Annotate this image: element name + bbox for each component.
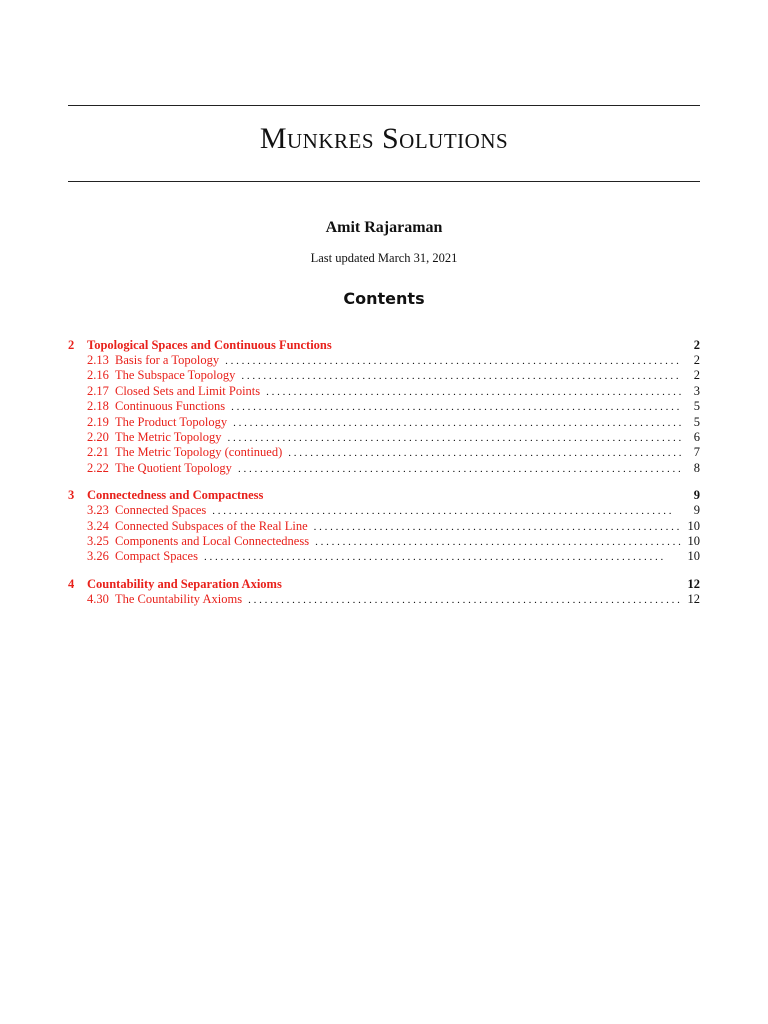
chapter-page: 2	[693, 338, 700, 352]
toc-section-link[interactable]	[68, 534, 700, 549]
section-number: 2.20	[87, 429, 109, 444]
chapter-number: 2	[68, 338, 75, 352]
section-page: 5	[693, 399, 700, 414]
dot-leader	[314, 520, 682, 535]
chapter-number: 3	[68, 488, 75, 503]
section-title: The Subspace Topology	[115, 368, 236, 383]
dot-leader	[233, 416, 682, 431]
section-page: 2	[693, 353, 700, 367]
section-title: Components and Local Connectedness	[115, 533, 310, 548]
toc-chapter-link[interactable]	[68, 337, 700, 353]
toc-section-link[interactable]	[68, 353, 700, 368]
section-title: The Metric Topology	[115, 429, 222, 444]
section-page: 10	[687, 549, 700, 564]
dot-leader	[231, 400, 682, 415]
section-number: 2.22	[87, 460, 109, 475]
section-page: 12	[687, 591, 700, 606]
toc-section-link[interactable]	[68, 549, 700, 564]
toc-section-link[interactable]	[68, 430, 700, 445]
section-title: Connected Spaces	[115, 503, 207, 518]
dot-leader	[288, 446, 682, 461]
chapter-page: 12	[687, 576, 700, 591]
section-number: 2.16	[87, 368, 109, 383]
section-page: 8	[693, 460, 700, 475]
toc-section-link[interactable]	[68, 415, 700, 430]
section-page: 5	[693, 414, 700, 429]
section-title: The Quotient Topology	[115, 460, 232, 475]
dot-leader	[204, 550, 682, 565]
toc-section-link[interactable]	[68, 592, 700, 607]
section-page: 2	[693, 368, 700, 383]
author-name: Amit Rajaraman	[325, 219, 443, 236]
section-page: 7	[693, 445, 700, 460]
section-title: The Countability Axioms	[115, 591, 243, 606]
dot-leader	[212, 504, 682, 519]
section-page: 10	[687, 518, 700, 533]
chapter-title: Topological Spaces and Continuous Functions	[87, 338, 332, 352]
title-rule-top	[68, 105, 700, 106]
toc-chapter-link[interactable]	[68, 576, 700, 592]
section-number: 3.23	[87, 503, 109, 518]
dot-leader	[225, 354, 682, 369]
title-rule-bottom	[68, 181, 700, 182]
section-title: Closed Sets and Limit Points	[115, 383, 261, 398]
toc-chapter-4	[68, 576, 700, 607]
section-title: Compact Spaces	[115, 549, 198, 564]
section-number: 2.21	[87, 445, 109, 460]
dot-leader	[241, 369, 682, 384]
toc-chapter-2	[68, 337, 700, 476]
section-number: 2.18	[87, 399, 109, 414]
section-page: 10	[687, 533, 700, 548]
section-title: The Product Topology	[115, 414, 228, 429]
dot-leader	[248, 593, 682, 608]
chapter-number: 4	[68, 576, 75, 591]
chapter-page: 9	[693, 488, 700, 503]
section-number: 2.19	[87, 414, 109, 429]
dot-leader	[266, 385, 682, 400]
section-number: 4.30	[87, 591, 109, 606]
section-page: 6	[693, 429, 700, 444]
section-page: 9	[693, 503, 700, 518]
toc-section-link[interactable]	[68, 384, 700, 399]
toc-section-link[interactable]	[68, 445, 700, 460]
chapter-title: Connectedness and Compactness	[87, 488, 264, 503]
chapter-title: Countability and Separation Axioms	[87, 576, 282, 591]
toc-section-link[interactable]	[68, 399, 700, 414]
section-number: 3.26	[87, 549, 109, 564]
toc-chapter-3	[68, 487, 700, 565]
dot-leader	[238, 462, 682, 477]
section-title: Basis for a Topology	[115, 353, 220, 367]
table-of-contents	[68, 337, 700, 618]
section-number: 3.25	[87, 533, 109, 548]
toc-section-link[interactable]	[68, 519, 700, 534]
document-title: Munkres Solutions	[259, 122, 509, 155]
toc-chapter-link[interactable]	[68, 487, 700, 503]
section-number: 3.24	[87, 518, 109, 533]
toc-section-link[interactable]	[68, 461, 700, 476]
section-page: 3	[693, 383, 700, 398]
toc-section-link[interactable]	[68, 503, 700, 518]
toc-section-link[interactable]	[68, 368, 700, 383]
dot-leader	[228, 431, 682, 446]
section-title: Continuous Functions	[115, 399, 226, 414]
section-number: 2.13	[87, 353, 109, 367]
section-number: 2.17	[87, 383, 109, 398]
section-title: The Metric Topology (continued)	[115, 445, 283, 460]
dot-leader	[315, 535, 682, 550]
section-title: Connected Subspaces of the Real Line	[115, 518, 308, 533]
last-updated-date: Last updated March 31, 2021	[310, 251, 458, 265]
contents-heading: Contents	[343, 289, 425, 308]
